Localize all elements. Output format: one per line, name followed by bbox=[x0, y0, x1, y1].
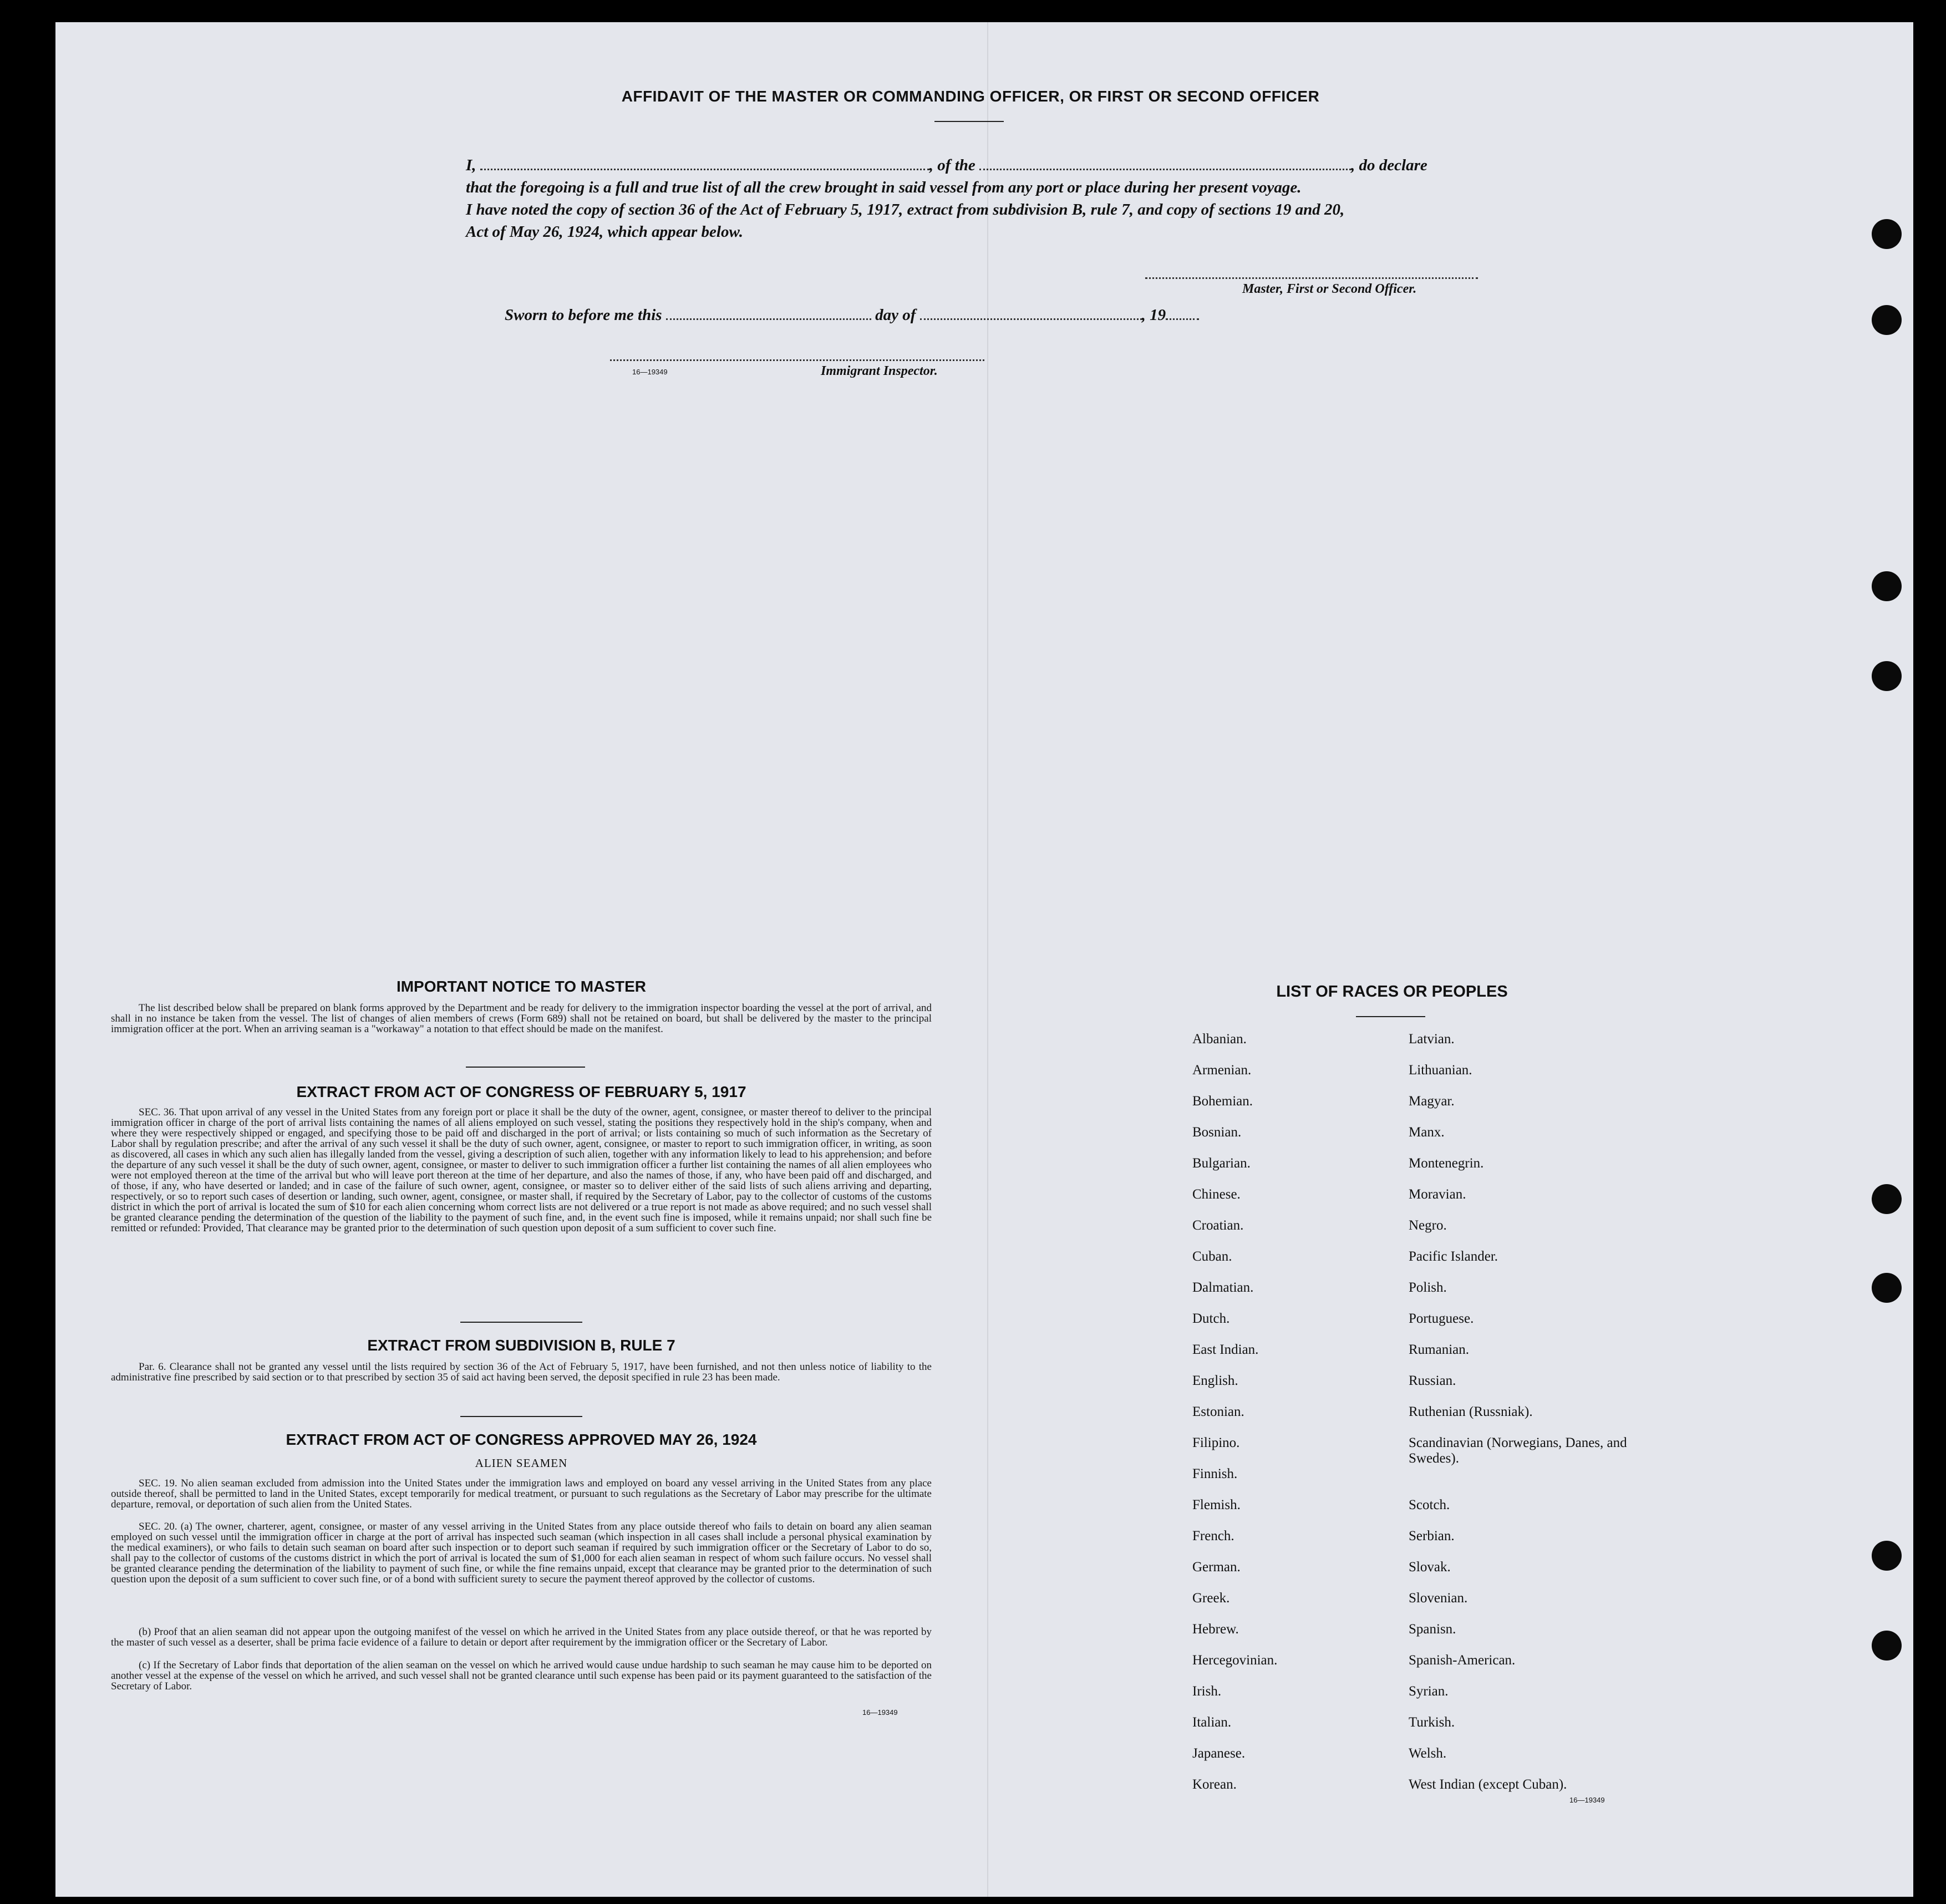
signature-label: Master, First or Second Officer. bbox=[1242, 282, 1417, 296]
race-item: Filipino. bbox=[1192, 1435, 1240, 1450]
races-title: LIST OF RACES OR PEOPLES bbox=[1276, 983, 1508, 1001]
race-item: Croatian. bbox=[1192, 1218, 1244, 1233]
race-item: Portuguese. bbox=[1409, 1311, 1474, 1326]
race-item: Hebrew. bbox=[1192, 1622, 1239, 1637]
race-item: West Indian (except Cuban). bbox=[1409, 1777, 1567, 1792]
race-item: Hercegovinian. bbox=[1192, 1653, 1278, 1668]
divider bbox=[460, 1322, 582, 1323]
punch-hole bbox=[1872, 1184, 1902, 1214]
race-item: Rumanian. bbox=[1409, 1342, 1470, 1357]
race-item: Finnish. bbox=[1192, 1466, 1238, 1481]
punch-hole bbox=[1872, 1273, 1902, 1303]
race-item: Lithuanian. bbox=[1409, 1063, 1472, 1078]
race-item: Negro. bbox=[1409, 1218, 1447, 1233]
sworn-year-blank[interactable] bbox=[1166, 318, 1199, 320]
race-item: Flemish. bbox=[1192, 1497, 1241, 1512]
race-item: Albanian. bbox=[1192, 1032, 1247, 1047]
affidavit-line1-mid: , of the bbox=[929, 156, 975, 174]
race-item: Spanisn. bbox=[1409, 1622, 1456, 1637]
divider bbox=[466, 1067, 585, 1068]
form-number: 16—19349 bbox=[1569, 1796, 1605, 1804]
page-fold bbox=[987, 22, 988, 1897]
race-item: English. bbox=[1192, 1373, 1238, 1388]
race-item: Slovak. bbox=[1409, 1560, 1451, 1575]
race-item: Syrian. bbox=[1409, 1684, 1449, 1699]
race-item: Welsh. bbox=[1409, 1746, 1447, 1761]
race-item: Polish. bbox=[1409, 1280, 1447, 1295]
race-item: Greek. bbox=[1192, 1591, 1230, 1606]
form-number: 16—19349 bbox=[632, 368, 668, 376]
race-item: Moravian. bbox=[1409, 1187, 1466, 1202]
affidavit-line-4: Act of May 26, 1924, which appear below. bbox=[466, 223, 743, 241]
extract-1924-heading: EXTRACT FROM ACT OF CONGRESS APPROVED MAY 26, 1924 bbox=[286, 1431, 757, 1448]
punch-hole bbox=[1872, 1631, 1902, 1661]
punch-hole bbox=[1872, 305, 1902, 335]
form-sheet bbox=[55, 22, 1913, 1897]
race-item: Ruthenian (Russniak). bbox=[1409, 1404, 1533, 1419]
punch-hole bbox=[1872, 661, 1902, 691]
sec19-text: SEC. 19. No alien seaman excluded from admission into the United States under the immigration laws and employed on board any vessel arriving in the United States from any place outside thereof, shall be permitted to land in the United States, except temporarily for medical treatment, or pursuant to such regulations as the Secretary of Labor may prescribe for the ultimate departure, removal, or deportation of such alien from the United States. bbox=[111, 1477, 932, 1510]
race-item: Korean. bbox=[1192, 1777, 1237, 1792]
race-item: Pacific Islander. bbox=[1409, 1249, 1498, 1264]
race-item: Chinese. bbox=[1192, 1187, 1241, 1202]
race-item: Japanese. bbox=[1192, 1746, 1246, 1761]
sec20a-text: SEC. 20. (a) The owner, charterer, agent, consignee, or master of any vessel arriving in the United States from any place outside thereof who fails to detain on board any alien seaman employed on such vessel until the immigration officer in charge at the port of arrival has inspected such seaman (which inspection in all cases shall include a personal physical examination by the medical examiners), or who fails to detain such seaman on board after such inspection or to deport such seaman if required by such immigration officer or the Secretary of Labor to do so, shall pay to the collector of customs of the customs district in which the port of arrival is located the sum of $1,000 for each alien seaman in respect of whom such failure occurs. No vessel shall be granted clearance pending the determination of the liability to payment of such fine, or while the fine remains unpaid, except that clearance may be granted prior to the determination of such question upon the deposit of a sum sufficient to cover such fine, or of a bond with sufficient surety to secure the payment thereof approved by the collector of customs. bbox=[111, 1521, 932, 1585]
sworn-start: Sworn to before me this bbox=[505, 306, 662, 324]
vessel-blank[interactable] bbox=[979, 169, 1351, 170]
race-item: Cuban. bbox=[1192, 1249, 1232, 1264]
race-item: Irish. bbox=[1192, 1684, 1222, 1699]
notice-text: The list described below shall be prepared on blank forms approved by the Department and be ready for delivery to the immigration inspector boarding the vessel at the port of arrival, and shall in no instance be taken from the vessel. The list of changes of alien members of crews (Form 689) shall not be retained on board, but shall be delivered by the master to the principal immigration officer at the port. When an arriving seaman is a "workaway" a notation to that effect should be made on the manifest. bbox=[111, 1002, 932, 1035]
inspector-label: Immigrant Inspector. bbox=[821, 364, 938, 378]
name-blank[interactable] bbox=[480, 169, 929, 170]
race-item: Estonian. bbox=[1192, 1404, 1244, 1419]
race-item: Serbian. bbox=[1409, 1529, 1455, 1543]
race-item: Magyar. bbox=[1409, 1094, 1455, 1109]
punch-hole bbox=[1872, 219, 1902, 249]
race-item: Manx. bbox=[1409, 1125, 1445, 1140]
divider bbox=[1356, 1016, 1425, 1017]
race-item: Dalmatian. bbox=[1192, 1280, 1254, 1295]
inspector-signature-line[interactable] bbox=[610, 359, 984, 361]
affidavit-line-1 bbox=[466, 154, 1503, 176]
punch-hole bbox=[1872, 1541, 1902, 1571]
divider bbox=[460, 1416, 582, 1417]
sworn-line bbox=[505, 304, 1542, 326]
race-item: Dutch. bbox=[1192, 1311, 1230, 1326]
notice-heading: IMPORTANT NOTICE TO MASTER bbox=[396, 978, 647, 995]
race-item: Bohemian. bbox=[1192, 1094, 1253, 1109]
affidavit-line-3: I have noted the copy of section 36 of the Act of February 5, 1917, extract from subdivision B, rule 7, and copy of sections 19 and 20, bbox=[466, 201, 1345, 219]
race-item: French. bbox=[1192, 1529, 1234, 1543]
extract-1917-heading: EXTRACT FROM ACT OF CONGRESS OF FEBRUARY 5, 1917 bbox=[296, 1083, 746, 1100]
race-item: Montenegrin. bbox=[1409, 1156, 1484, 1171]
race-item: Turkish. bbox=[1409, 1715, 1455, 1730]
sworn-month-blank[interactable] bbox=[920, 318, 1142, 320]
affidavit-line-2: that the foregoing is a full and true list of all the crew brought in said vessel from any port or place during her present voyage. bbox=[466, 179, 1302, 196]
race-item: East Indian. bbox=[1192, 1342, 1259, 1357]
race-item: Latvian. bbox=[1409, 1032, 1455, 1047]
race-item: Bulgarian. bbox=[1192, 1156, 1251, 1171]
rule7-heading: EXTRACT FROM SUBDIVISION B, RULE 7 bbox=[367, 1337, 675, 1354]
race-item: Italian. bbox=[1192, 1715, 1232, 1730]
punch-hole bbox=[1872, 571, 1902, 601]
sec20c-text: (c) If the Secretary of Labor finds that deportation of the alien seaman on the vessel on which he arrived would cause undue hardship to such seaman he may cause him to be deported on another vessel at the expense of the vessel on which he arrived, and such vessel shall not be granted clearance until such expense has been paid or its payment guaranteed to the satisfaction of the Secretary of Labor. bbox=[111, 1659, 932, 1692]
race-item: Slovenian. bbox=[1409, 1591, 1468, 1606]
race-item: Scotch. bbox=[1409, 1497, 1450, 1512]
sworn-mid: day of bbox=[875, 306, 916, 324]
signature-line[interactable] bbox=[1145, 277, 1478, 279]
alien-seamen-subheading: ALIEN SEAMEN bbox=[475, 1456, 568, 1470]
race-item: Armenian. bbox=[1192, 1063, 1252, 1078]
divider bbox=[934, 121, 1004, 122]
race-item: German. bbox=[1192, 1560, 1241, 1575]
race-item: Spanish-American. bbox=[1409, 1653, 1516, 1668]
affidavit-line1-end: , do declare bbox=[1351, 156, 1427, 174]
sec20b-text: (b) Proof that an alien seaman did not appear upon the outgoing manifest of the vessel on which he arrived in the United States from any place outside thereof, or that he was reported by the master of such vessel as a deserter, shall be prima facie evidence of a failure to detain or deport after requirement by the immigration officer or the Secretary of Labor. bbox=[111, 1626, 932, 1648]
affidavit-title: AFFIDAVIT OF THE MASTER OR COMMANDING OFFICER, OR FIRST OR SECOND OFFICER bbox=[621, 88, 1320, 105]
form-number: 16—19349 bbox=[862, 1708, 898, 1717]
race-item: Russian. bbox=[1409, 1373, 1456, 1388]
sworn-end: , 19 bbox=[1141, 306, 1166, 324]
race-item: Scandinavian (Norwegians, Danes, and Swedes). bbox=[1409, 1435, 1627, 1466]
sworn-day-blank[interactable] bbox=[666, 318, 871, 320]
affidavit-line1-start: I, bbox=[466, 156, 476, 174]
rule7-text: Par. 6. Clearance shall not be granted any vessel until the lists required by section 36 of the Act of February 5, 1917, have been furnished, and not then unless notice of liability to the administrative fine prescribed by said section or to that prescribed by section 35 of said act having been served, the deposit specified in rule 23 has been made. bbox=[111, 1361, 932, 1383]
race-item: Bosnian. bbox=[1192, 1125, 1242, 1140]
extract-1917-text: SEC. 36. That upon arrival of any vessel in the United States from any foreign port or place it shall be the duty of the owner, agent, consignee, or master thereof to deliver to the principal immigration officer in charge of the port of arrival lists containing the names of all aliens employed on such vessel, stating the positions they respectively hold in the ship's company, when and where they were respectively shipped or engaged, and specifying those to be paid off and discharged in the port of arrival; or lists containing so much of such information as the Secretary of Labor shall by regulation prescribe; and after the arrival of any such vessel it shall be the duty of such owner, agent, consignee, or master to report to such immigration officer, in writing, as soon as discovered, all cases in which any such alien has illegally landed from the vessel, giving a description of such alien, together with any information likely to lead to his apprehension; and before the departure of any such vessel it shall be the duty of such owner, agent, consignee, or master to deliver to such immigration officer a further list containing the names of all alien employees who were not employed thereon at the time of the arrival but who will leave port thereon at the time of her departure, and also the names of those, if any, who have been paid off and discharged, and of those, if any, who have deserted or landed; and in case of the failure of such owner, agent, consignee, or master so to deliver either of the said lists of such aliens arriving and departing, respectively, or so to report such cases of desertion or landing, such owner, agent, consignee, or master shall, if required by the Secretary of Labor, pay to the collector of customs of the customs district in which the port of arrival is located the sum of $10 for each alien concerning whom correct lists are not delivered or a true report is not made as above required; and no such vessel shall be granted clearance pending the determination of the question of the liability to the payment of such fine, and, in the event such fine is imposed, while it remains unpaid; nor shall such fine be remitted or refunded: Provided, That clearance may be granted prior to the determination of such question upon deposit of a sum sufficient to cover such fine. bbox=[111, 1106, 932, 1234]
